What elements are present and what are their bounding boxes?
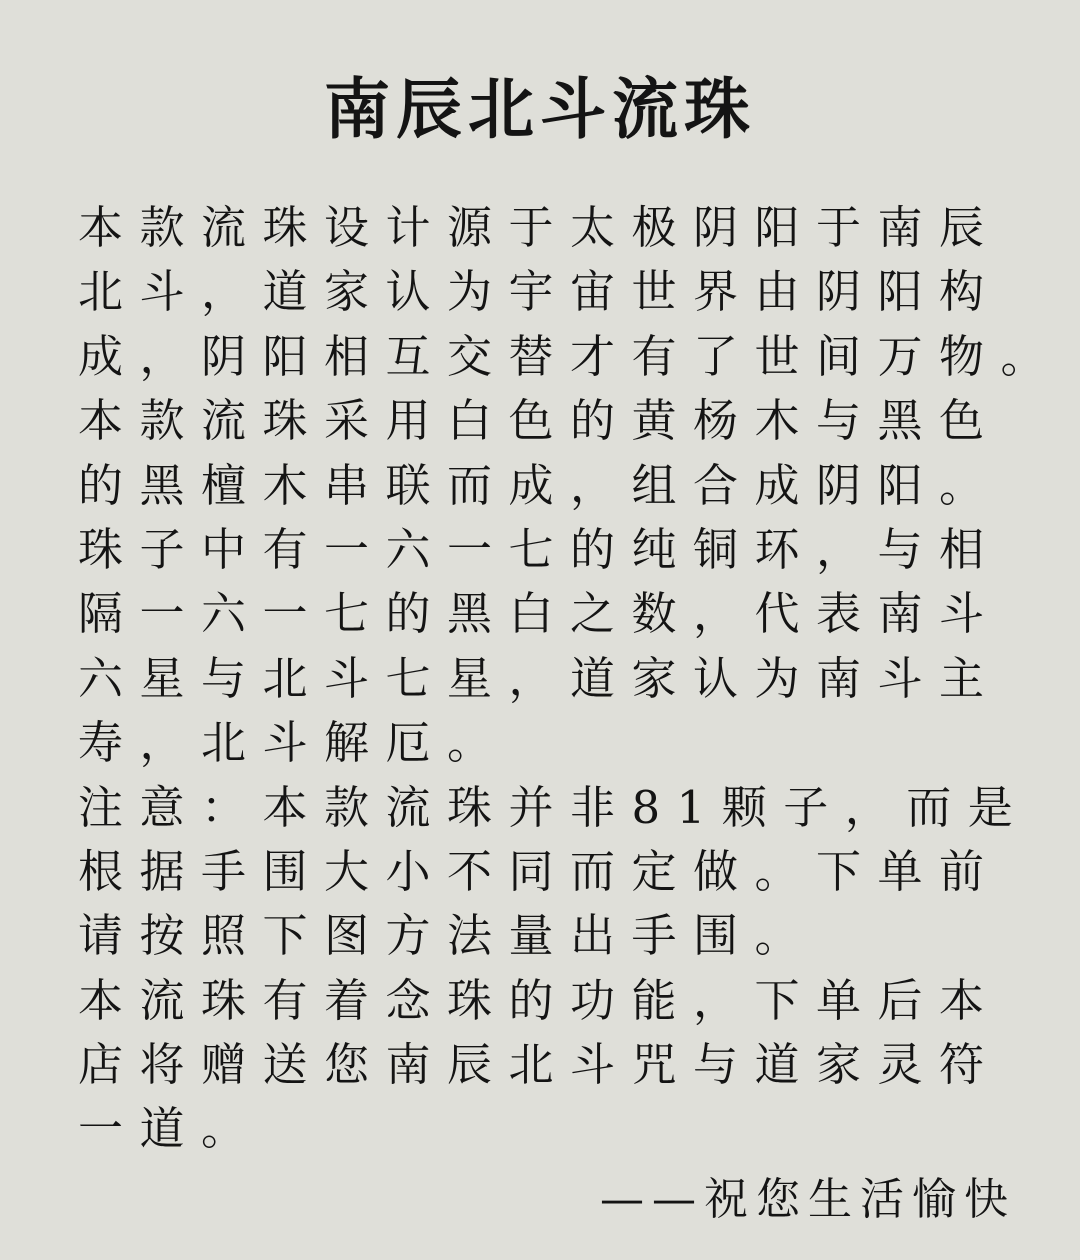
body-line-6: 珠子中有一六一七的纯铜环，与相 (78, 522, 1001, 576)
signature: ——祝您生活愉快 (600, 1174, 1016, 1225)
body-line-1: 本款流珠设计源于太极阴阳于南辰 (78, 201, 1001, 254)
document-body (78, 196, 1063, 1162)
body-line-4: 本款流珠采用白色的黄杨木与黑色 (78, 394, 1001, 448)
body-line-12: 请按照下图方法量出手围。 (78, 909, 817, 963)
body-line-15: 一道。 (78, 1102, 263, 1156)
body-line-8: 六星与北斗七星，道家认为南斗主 (78, 651, 1001, 705)
document-title: 南辰北斗流珠 (324, 70, 756, 148)
body-line-5: 的黑檀木串联而成，组合成阴阳。 (78, 458, 1001, 512)
body-line-3: 成，阴阳相互交替才有了世间万物。 (78, 329, 1063, 383)
body-line-10: 注意：本款流珠并非81颗子，而是 (78, 780, 1030, 834)
body-line-9: 寿，北斗解厄。 (78, 716, 509, 770)
body-line-2: 北斗，道家认为宇宙世界由阴阳构 (78, 265, 1001, 319)
body-line-11: 根据手围大小不同而定做。下单前 (78, 844, 1001, 898)
body-line-7: 隔一六一七的黑白之数，代表南斗 (78, 587, 1001, 641)
body-line-14: 店将赠送您南辰北斗咒与道家灵符 (78, 1038, 1001, 1092)
body-line-13: 本流珠有着念珠的功能，下单后本 (78, 973, 1001, 1027)
